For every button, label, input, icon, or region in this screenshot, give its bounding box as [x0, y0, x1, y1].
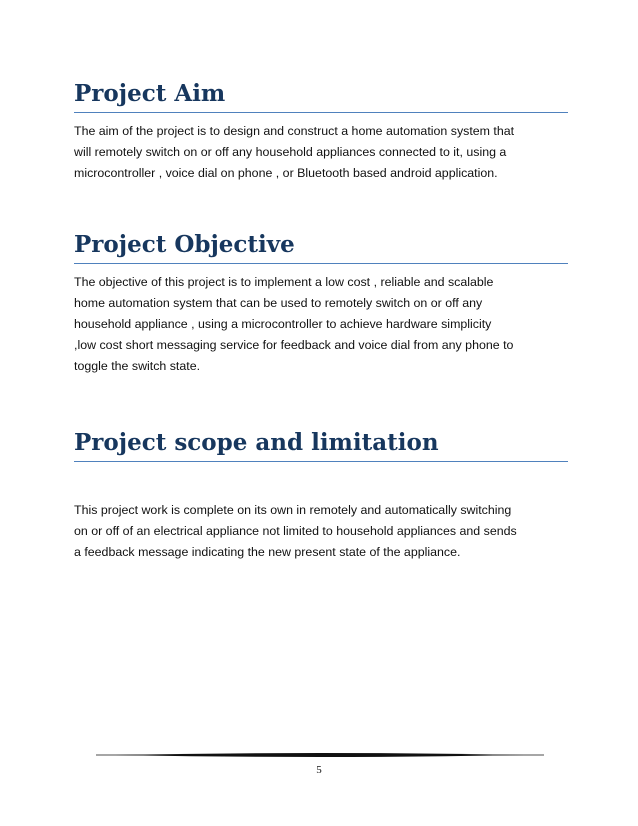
section-heading: Project Aim	[74, 80, 568, 113]
paragraph-line: household appliance , using a microcontroller to achieve hardware simplicity	[74, 317, 492, 331]
section-project-objective	[74, 231, 568, 377]
paragraph-line: will remotely switch on or off any household appliances connected to it, using a	[74, 145, 507, 159]
paragraph-line: This project work is complete on its own in remotely and automatically switching	[74, 503, 512, 517]
paragraph-line: on or off of an electrical appliance not limited to household appliances and sends	[74, 524, 517, 538]
section-heading: Project Objective	[74, 231, 568, 264]
paragraph-line: microcontroller , voice dial on phone , or Bluetooth based android application.	[74, 166, 498, 180]
section-project-aim	[74, 80, 568, 184]
section-paragraph	[74, 500, 568, 563]
footer-divider	[96, 750, 544, 762]
paragraph-line: ,low cost short messaging service for feedback and voice dial from any phone to	[74, 338, 514, 352]
section-heading: Project scope and limitation	[74, 429, 568, 462]
section-project-scope	[74, 429, 568, 563]
paragraph-line: home automation system that can be used to remotely switch on or off any	[74, 296, 483, 310]
paragraph-line: toggle the switch state.	[74, 359, 201, 373]
paragraph-line: The aim of the project is to design and construct a home automation system that	[74, 124, 515, 138]
section-paragraph	[74, 121, 568, 184]
paragraph-line: The objective of this project is to implement a low cost , reliable and scalable	[74, 275, 494, 289]
page-number: 5	[316, 764, 322, 776]
section-paragraph	[74, 272, 568, 377]
paragraph-line: a feedback message indicating the new present state of the appliance.	[74, 545, 461, 559]
